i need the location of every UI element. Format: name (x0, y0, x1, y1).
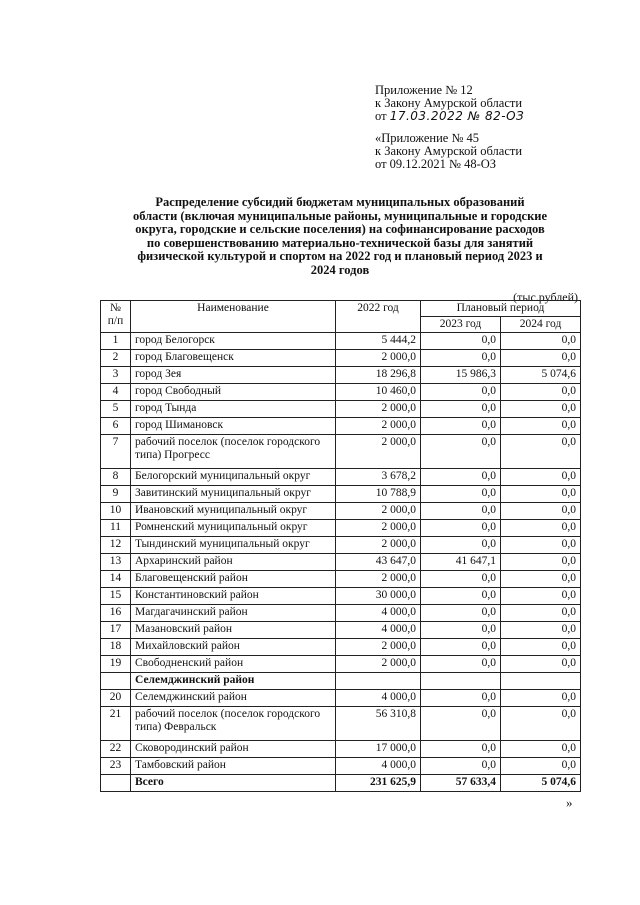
total-num-cell (101, 775, 131, 792)
row-2023: 0,0 (421, 469, 501, 486)
row-2024: 0,0 (501, 469, 581, 486)
table-row (101, 350, 581, 367)
row-num: 14 (101, 571, 131, 588)
row-2023: 0,0 (421, 758, 501, 775)
row-2022: 2 000,0 (336, 350, 421, 367)
row-num: 2 (101, 350, 131, 367)
table-row (101, 622, 581, 639)
row-2023: 0,0 (421, 350, 501, 367)
row-num: 9 (101, 486, 131, 503)
original-law-date: от 09.12.2021 № 48-ОЗ (375, 157, 497, 171)
row-2022: 3 678,2 (336, 469, 421, 486)
row-2023: 0,0 (421, 486, 501, 503)
row-2023: 0,0 (421, 418, 501, 435)
row-2022: 2 000,0 (336, 435, 421, 469)
original-law-reference: к Закону Амурской области (375, 144, 523, 158)
table-row (101, 503, 581, 520)
row-2024: 0,0 (501, 537, 581, 554)
row-name: Селемджинский район (131, 690, 336, 707)
table-row (101, 707, 581, 741)
row-2024: 0,0 (501, 758, 581, 775)
handwritten-date-number: 17.03.2022 № 82-ОЗ (389, 109, 525, 123)
row-num: 11 (101, 520, 131, 537)
row-2023: 0,0 (421, 571, 501, 588)
appendix-number: Приложение № 12 (375, 83, 473, 97)
row-2024: 0,0 (501, 571, 581, 588)
row-num: 3 (101, 367, 131, 384)
row-num: 22 (101, 741, 131, 758)
row-2024: 0,0 (501, 639, 581, 656)
row-name: Благовещенский район (131, 571, 336, 588)
row-2022: 56 310,8 (336, 707, 421, 741)
title-line: по совершенствованию материально-технической базы для занятий (146, 235, 534, 250)
row-2022: 4 000,0 (336, 758, 421, 775)
row-2024: 0,0 (501, 401, 581, 418)
appendix-header (375, 84, 524, 123)
row-2023: 0,0 (421, 690, 501, 707)
table-row (101, 656, 581, 673)
row-num: 21 (101, 707, 131, 741)
row-2023: 15 986,3 (421, 367, 501, 384)
row-2023: 0,0 (421, 537, 501, 554)
row-name: Завитинский муниципальный округ (131, 486, 336, 503)
row-name: Михайловский район (131, 639, 336, 656)
row-2022: 18 296,8 (336, 367, 421, 384)
row-num: 19 (101, 656, 131, 673)
table-row (101, 690, 581, 707)
law-date-line (375, 110, 524, 123)
row-name: город Благовещенск (131, 350, 336, 367)
row-name: Архаринский район (131, 554, 336, 571)
document-title (88, 196, 592, 278)
group-empty-cell (336, 673, 421, 690)
row-name: рабочий поселок (поселок городского типа) Февральск (131, 707, 336, 741)
row-2024: 0,0 (501, 605, 581, 622)
row-2022: 4 000,0 (336, 605, 421, 622)
row-num: 4 (101, 384, 131, 401)
row-2023: 0,0 (421, 741, 501, 758)
row-2024: 0,0 (501, 622, 581, 639)
row-num: 6 (101, 418, 131, 435)
subsidy-table (100, 300, 581, 792)
row-num: 20 (101, 690, 131, 707)
row-num: 15 (101, 588, 131, 605)
row-2023: 0,0 (421, 639, 501, 656)
row-2023: 0,0 (421, 333, 501, 350)
row-2023: 0,0 (421, 588, 501, 605)
row-2022: 2 000,0 (336, 503, 421, 520)
row-name: город Зея (131, 367, 336, 384)
table-row (101, 537, 581, 554)
row-name: город Свободный (131, 384, 336, 401)
row-2022: 43 647,0 (336, 554, 421, 571)
row-name: Тамбовский район (131, 758, 336, 775)
table-row (101, 758, 581, 775)
row-2023: 41 647,1 (421, 554, 501, 571)
row-2024: 0,0 (501, 384, 581, 401)
original-appendix-header (375, 132, 522, 171)
row-2024: 0,0 (501, 690, 581, 707)
row-name: рабочий поселок (поселок городского типа) Прогресс (131, 435, 336, 469)
title-line: Распределение субсидий бюджетам муниципальных образований (155, 195, 525, 209)
table-header-row (101, 301, 581, 317)
table-row (101, 435, 581, 469)
title-line: области (включая муниципальные районы, муниципальные и городские (132, 208, 548, 223)
total-section (101, 775, 581, 792)
table-row (101, 639, 581, 656)
header-name: Наименование (131, 301, 336, 333)
table-row (101, 741, 581, 758)
group-section (101, 673, 581, 690)
row-2024: 0,0 (501, 588, 581, 605)
table-row (101, 469, 581, 486)
total-2024: 5 074,6 (501, 775, 581, 792)
row-2022: 2 000,0 (336, 639, 421, 656)
row-2024: 0,0 (501, 554, 581, 571)
law-reference: к Закону Амурской области (375, 96, 523, 110)
row-num: 23 (101, 758, 131, 775)
unit-label: (тыс.рублей) (513, 290, 578, 304)
row-num: 17 (101, 622, 131, 639)
table-row (101, 401, 581, 418)
row-name: Мазановский район (131, 622, 336, 639)
row-2023: 0,0 (421, 656, 501, 673)
row-2022: 2 000,0 (336, 656, 421, 673)
title-line: 2024 годов (310, 262, 370, 277)
row-2022: 2 000,0 (336, 537, 421, 554)
row-num: 13 (101, 554, 131, 571)
row-2023: 0,0 (421, 520, 501, 537)
total-row (101, 775, 581, 792)
table-row (101, 418, 581, 435)
row-2022: 2 000,0 (336, 571, 421, 588)
title-line: округа, городские и сельские поселения) на софинансирование расходов (135, 222, 545, 237)
header-plan-period: Плановый период (421, 301, 581, 317)
row-2023: 0,0 (421, 384, 501, 401)
row-2024: 0,0 (501, 656, 581, 673)
header-2022: 2022 год (336, 301, 421, 333)
row-2024: 0,0 (501, 418, 581, 435)
table-row (101, 367, 581, 384)
original-appendix-number: «Приложение № 45 (375, 131, 480, 145)
row-2023: 0,0 (421, 435, 501, 469)
table-body (101, 333, 581, 673)
row-2024: 0,0 (501, 350, 581, 367)
row-2022: 17 000,0 (336, 741, 421, 758)
total-label: Всего (131, 775, 336, 792)
closing-quote: » (566, 795, 573, 810)
row-2022: 10 788,9 (336, 486, 421, 503)
row-2022: 4 000,0 (336, 622, 421, 639)
row-num: 7 (101, 435, 131, 469)
row-name: Магдагачинский район (131, 605, 336, 622)
row-2022: 2 000,0 (336, 520, 421, 537)
row-2024: 0,0 (501, 707, 581, 741)
total-2023: 57 633,4 (421, 775, 501, 792)
row-2022: 4 000,0 (336, 690, 421, 707)
row-name: Сковородинский район (131, 741, 336, 758)
row-2022: 10 460,0 (336, 384, 421, 401)
group-header-row (101, 673, 581, 690)
row-name: город Белогорск (131, 333, 336, 350)
row-2022: 2 000,0 (336, 401, 421, 418)
table-row (101, 571, 581, 588)
table-row (101, 554, 581, 571)
total-2022: 231 625,9 (336, 775, 421, 792)
row-num: 16 (101, 605, 131, 622)
row-num: 8 (101, 469, 131, 486)
table-row (101, 384, 581, 401)
group-empty-cell (501, 673, 581, 690)
row-name: Белогорский муниципальный округ (131, 469, 336, 486)
row-2023: 0,0 (421, 503, 501, 520)
row-2024: 0,0 (501, 503, 581, 520)
row-name: Свободненский район (131, 656, 336, 673)
table-row (101, 333, 581, 350)
row-2024: 0,0 (501, 486, 581, 503)
table-row (101, 520, 581, 537)
row-num: 18 (101, 639, 131, 656)
row-name: Константиновский район (131, 588, 336, 605)
table-body-2 (101, 690, 581, 775)
row-2024: 0,0 (501, 520, 581, 537)
group-empty-cell (421, 673, 501, 690)
title-line: физической культурой и спортом на 2022 год и плановый период 2023 и (137, 249, 543, 264)
row-name: Тындинский муниципальный округ (131, 537, 336, 554)
row-2023: 0,0 (421, 707, 501, 741)
row-2024: 0,0 (501, 741, 581, 758)
row-num: 10 (101, 503, 131, 520)
row-num: 1 (101, 333, 131, 350)
row-2022: 5 444,2 (336, 333, 421, 350)
row-2023: 0,0 (421, 622, 501, 639)
table-row (101, 605, 581, 622)
row-name: Ромненский муниципальный округ (131, 520, 336, 537)
header-2023: 2023 год (421, 317, 501, 333)
row-2024: 0,0 (501, 435, 581, 469)
group-header-name: Селемджинский район (131, 673, 336, 690)
row-2022: 30 000,0 (336, 588, 421, 605)
row-name: город Тында (131, 401, 336, 418)
table-row (101, 588, 581, 605)
table-row (101, 486, 581, 503)
row-2023: 0,0 (421, 401, 501, 418)
row-name: город Шимановск (131, 418, 336, 435)
header-2024: 2024 год (501, 317, 581, 333)
row-name: Ивановский муниципальный округ (131, 503, 336, 520)
header-num: № п/п (101, 301, 131, 333)
row-num: 12 (101, 537, 131, 554)
row-num: 5 (101, 401, 131, 418)
group-num-cell (101, 673, 131, 690)
row-2024: 5 074,6 (501, 367, 581, 384)
row-2024: 0,0 (501, 333, 581, 350)
law-date-prefix: от (375, 109, 387, 123)
row-2023: 0,0 (421, 605, 501, 622)
row-2022: 2 000,0 (336, 418, 421, 435)
